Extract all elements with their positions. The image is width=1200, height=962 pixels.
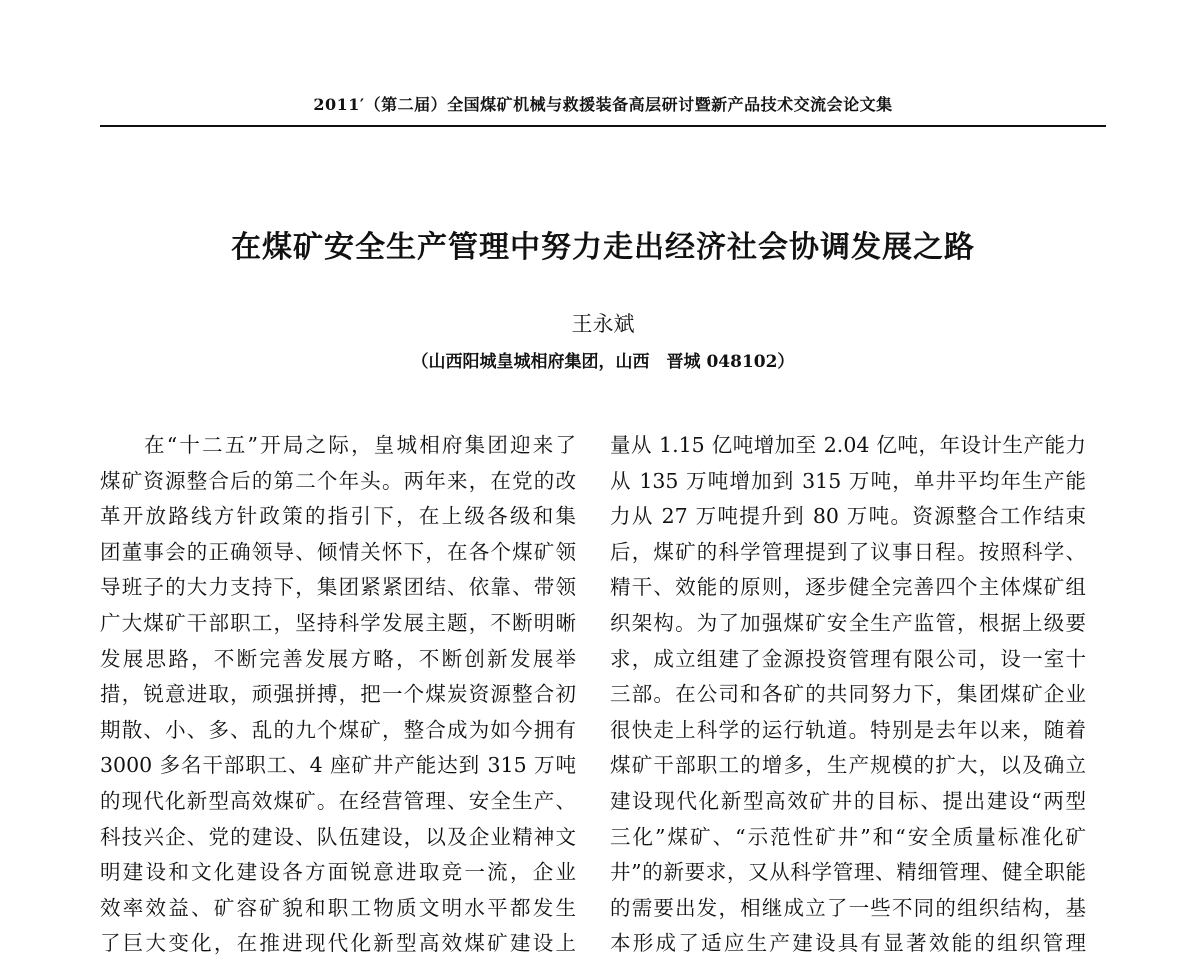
body-line: 井”的新要求，又从科学管理、精细管理、健全职能 (610, 860, 1086, 885)
body-line: 煤矿干部职工的增多，生产规模的扩大，以及确立 (610, 753, 1086, 778)
body-line: 三部。在公司和各矿的共同努力下，集团煤矿企业 (610, 682, 1086, 707)
body-line: 在“十二五”开局之际，皇城相府集团迎来了 (144, 433, 576, 457)
body-column-left (100, 428, 576, 962)
body-line: 的需要出发，相继成立了一些不同的组织结构，基 (610, 895, 1086, 920)
body-line: 建设现代化新型高效矿井的目标、提出建设“两型 (610, 788, 1086, 813)
body-line: 革开放路线方针政策的指引下，在上级各级和集 (100, 504, 576, 529)
body-line: 三化”煤矿、“示范性矿井”和“安全质量标准化矿 (610, 824, 1086, 849)
body-line: 团董事会的正确领导、倾情关怀下，在各个煤矿领 (100, 539, 576, 564)
body-line: 织架构。为了加强煤矿安全生产监管，根据上级要 (610, 610, 1086, 635)
body-line: 明建设和文化建设各方面锐意进取竞一流，企业 (100, 860, 576, 885)
body-line: 期散、小、多、乱的九个煤矿，整合成为如今拥有 (100, 717, 576, 742)
running-header: 2011′（第二届）全国煤矿机械与救援装备高层研讨暨新产品技术交流会论文集 (313, 95, 893, 114)
body-line: 本形成了适应生产建设具有显著效能的组织管理 (610, 931, 1086, 956)
body-line: 从 135 万吨增加到 315 万吨，单井平均年生产能 (610, 468, 1086, 493)
body-line: 量从 1.15 亿吨增加至 2.04 亿吨，年设计生产能力 (610, 433, 1086, 457)
body-line: 求，成立组建了金源投资管理有限公司，设一室十 (610, 646, 1086, 671)
body-line: 了巨大变化，在推进现代化新型高效煤矿建设上 (100, 931, 576, 956)
body-line: 科技兴企、党的建设、队伍建设，以及企业精神文 (100, 824, 576, 849)
body-line: 效率效益、矿容矿貌和职工物质文明水平都发生 (100, 895, 576, 920)
header-divider (100, 125, 1106, 127)
body-line: 措，锐意进取，顽强拼搏，把一个煤炭资源整合初 (100, 682, 576, 707)
author-affiliation: （山西阳城皇城相府集团，山西 晋城 048102） (411, 352, 795, 372)
body-line: 的现代化新型高效煤矿。在经营管理、安全生产、 (100, 788, 576, 813)
body-line: 精干、效能的原则，逐步健全完善四个主体煤矿组 (610, 575, 1086, 600)
body-line: 广大煤矿干部职工，坚持科学发展主题，不断明晰 (100, 610, 576, 635)
author-name: 王永斌 (571, 312, 635, 336)
body-line: 发展思路，不断完善发展方略，不断创新发展举 (100, 646, 576, 671)
body-line: 力从 27 万吨提升到 80 万吨。资源整合工作结束 (610, 504, 1086, 529)
paper-title: 在煤矿安全生产管理中努力走出经济社会协调发展之路 (231, 230, 975, 265)
body-line: 3000 多名干部职工、4 座矿井产能达到 315 万吨 (100, 753, 576, 778)
body-line: 很快走上科学的运行轨道。特别是去年以来，随着 (610, 717, 1086, 742)
body-line: 煤矿资源整合后的第二个年头。两年来，在党的改 (100, 468, 576, 493)
body-line: 导班子的大力支持下，集团紧紧团结、依靠、带领 (100, 575, 576, 600)
body-line: 后，煤矿的科学管理提到了议事日程。按照科学、 (610, 539, 1086, 564)
body-column-right (610, 428, 1086, 962)
